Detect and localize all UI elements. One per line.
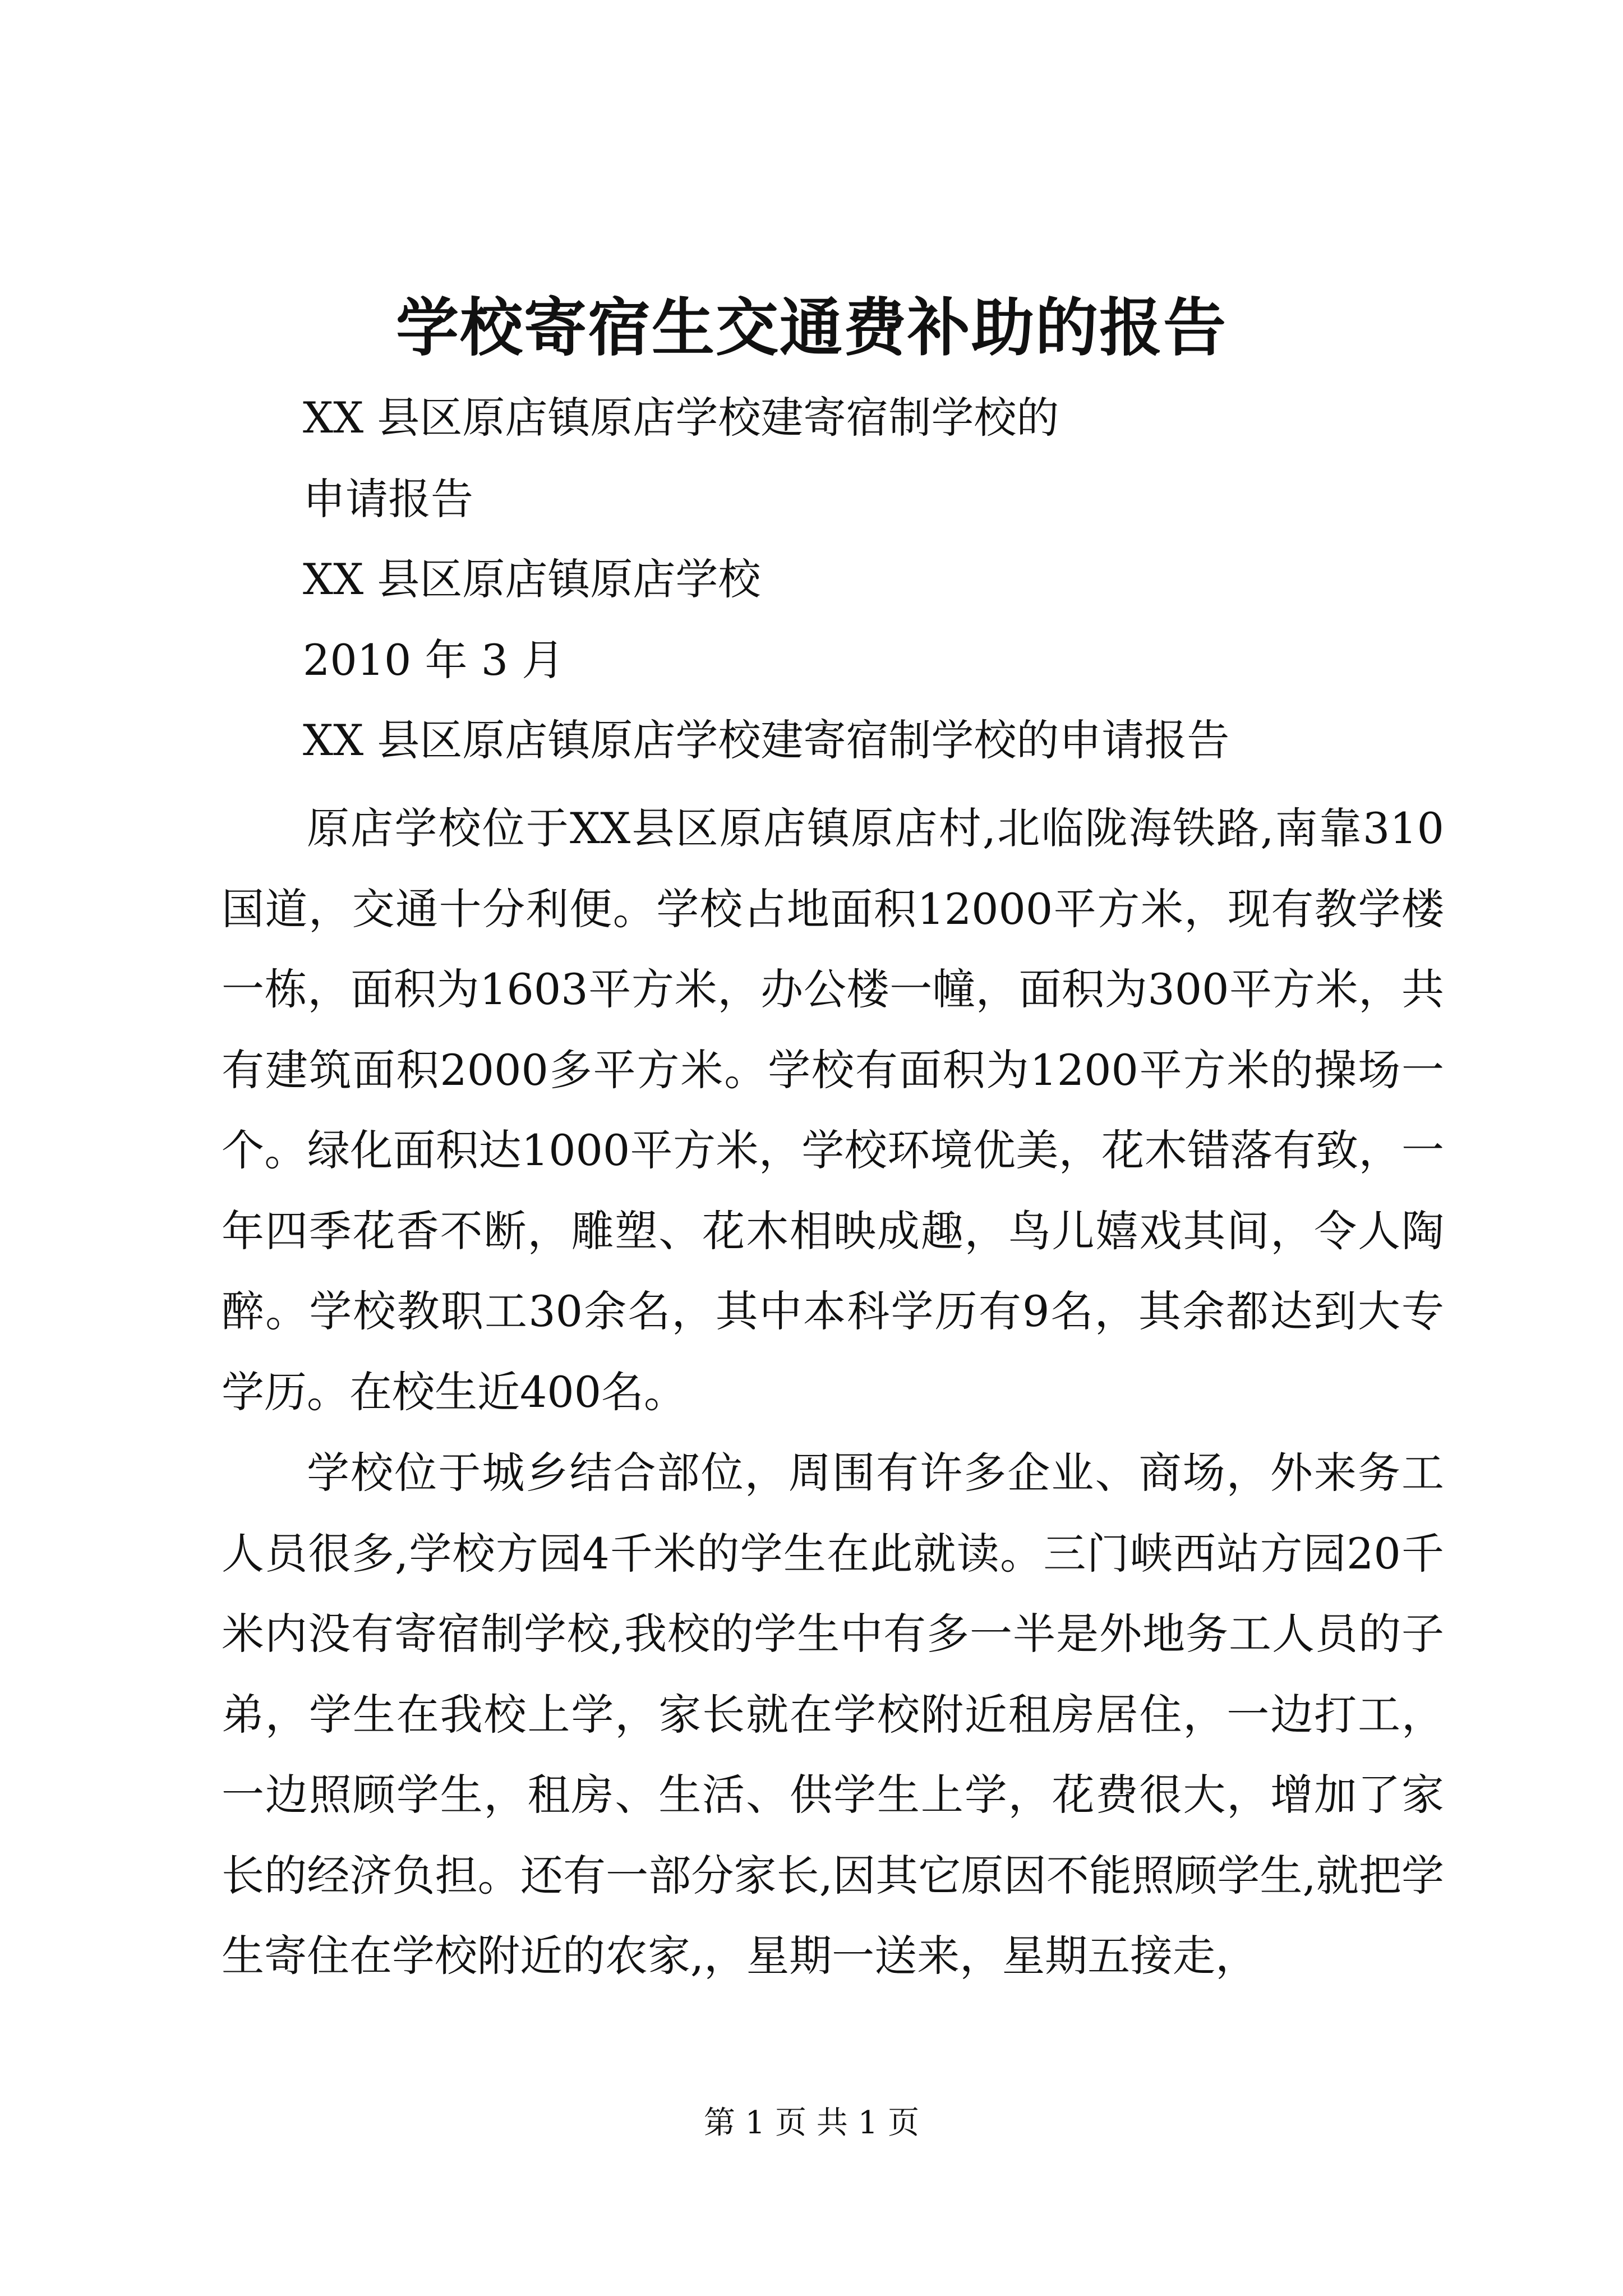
body-paragraph-2: 学校位于城乡结合部位，周围有许多企业、商场，外来务工人员很多,学校方园4千米的学生在此就读。三门峡西站方园20千米内没有寄宿制学校,我校的学生中有多一半是外地务工人员的子弟，学生在我校上学，家长就在学校附近租房居住，一边打工，一边照顾学生，租房、生活、供学生上学，花费很大，增加了家长的经济负担。还有一部分家长,因其它原因不能照顾学生,就把学生寄住在学校附近的农家,，星期一送来，星期五接走， [222, 1448, 1444, 1981]
header-line-date: 2010 年 3 月 [303, 635, 565, 685]
body-paragraph-1: 原店学校位于XX县区原店镇原店村,北临陇海铁路,南靠310国道，交通十分利便。学校占地面积12000平方米，现有教学楼一栋，面积为1603平方米，办公楼一幢，面积为300平方米，共有建筑面积2000多平方米。学校有面积为1200平方米的操场一个。绿化面积达1000平方米，学校环境优美，花木错落有致，一年四季花香不断，雕塑、花木相映成趣，鸟儿嬉戏其间，令人陶醉。学校教职工30余名，其中本科学历有9名，其余都达到大专学历。在校生近400名。 [222, 803, 1444, 1417]
page-footer: 第 1 页 共 1 页 [703, 2105, 920, 2141]
header-line-3: XX 县区原店镇原店学校 [303, 554, 761, 604]
header-line-full-title: XX 县区原店镇原店学校建寄宿制学校的申请报告 [303, 715, 1230, 765]
header-line-1: XX 县区原店镇原店学校建寄宿制学校的 [303, 393, 1059, 443]
header-line-2: 申请报告 [303, 474, 473, 524]
document-title: 学校寄宿生交通费补助的报告 [396, 291, 1227, 365]
